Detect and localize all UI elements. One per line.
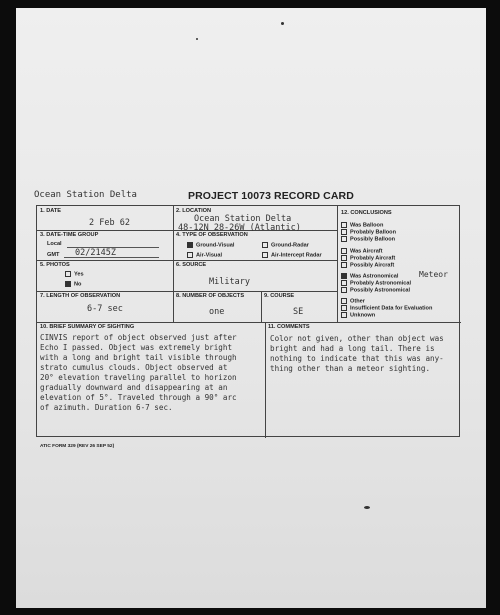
- checkbox-icon: [341, 312, 347, 318]
- checkbox-icon: [341, 298, 347, 304]
- checkbox-icon: [341, 280, 347, 286]
- gmt-value: 02/2145Z: [75, 248, 116, 258]
- grid-line: [173, 206, 174, 322]
- local-time-label: Local: [47, 241, 62, 247]
- location-label: 2. LOCATION: [176, 208, 212, 214]
- conclusion-option: Probably Astronomical: [341, 280, 411, 286]
- number-of-objects-value: one: [209, 307, 225, 317]
- photos-no-option: No: [65, 281, 81, 287]
- checked-box-icon: [341, 273, 347, 279]
- checkbox-icon: [341, 305, 347, 311]
- date-label: 1. DATE: [40, 208, 62, 214]
- type-of-observation-label: 4. TYPE OF OBSERVATION: [176, 232, 248, 238]
- record-card: [36, 205, 460, 437]
- conclusion-option: Probably Aircraft: [341, 255, 395, 261]
- checkbox-icon: [65, 271, 71, 277]
- summary-label: 10. BRIEF SUMMARY OF SIGHTING: [40, 324, 135, 330]
- length-of-observation-label: 7. LENGTH OF OBSERVATION: [40, 293, 121, 299]
- conclusion-option: Insufficient Data for Evaluation: [341, 305, 432, 311]
- gmt-label: GMT: [47, 252, 60, 258]
- checkbox-icon: [341, 229, 347, 235]
- source-label: 6. SOURCE: [176, 262, 207, 268]
- checkbox-icon: [262, 242, 268, 248]
- dust-speck: [281, 22, 284, 25]
- conclusion-option-checked: Was Astronomical: [341, 273, 398, 279]
- dust-speck: [196, 38, 198, 40]
- conclusion-option: Was Aircraft: [341, 248, 383, 254]
- conclusions-panel: [337, 206, 461, 322]
- dust-speck: [364, 506, 370, 509]
- air-intercept-radar-option: Air-Intercept Radar: [262, 252, 322, 258]
- source-value: Military: [209, 277, 250, 287]
- conclusion-option: Other: [341, 298, 365, 304]
- checked-box-icon: [65, 281, 71, 287]
- number-of-objects-label: 8. NUMBER OF OBJECTS: [176, 293, 245, 299]
- ground-visual-option: Ground-Visual: [187, 242, 234, 248]
- conclusion-option: Possibly Balloon: [341, 236, 395, 242]
- checkbox-icon: [341, 222, 347, 228]
- conclusion-option: Possibly Astronomical: [341, 287, 410, 293]
- photos-label: 5. PHOTOS: [40, 262, 70, 268]
- location-line1: Ocean Station Delta: [194, 214, 292, 224]
- conclusion-option: Was Balloon: [341, 222, 383, 228]
- course-label: 9. COURSE: [264, 293, 295, 299]
- photos-yes-option: Yes: [65, 271, 84, 277]
- date-value: 2 Feb 62: [89, 218, 130, 228]
- conclusion-option: Probably Balloon: [341, 229, 396, 235]
- checked-box-icon: [187, 242, 193, 248]
- grid-line: [265, 322, 266, 438]
- grid-line: [37, 322, 461, 323]
- grid-line: [37, 260, 173, 261]
- gmt-line: [64, 257, 159, 258]
- checkbox-icon: [341, 248, 347, 254]
- conclusion-option: Possibly Aircraft: [341, 262, 394, 268]
- checkbox-icon: [341, 255, 347, 261]
- course-value: SE: [293, 307, 304, 317]
- meteor-note: Meteor: [419, 270, 448, 279]
- air-visual-option: Air-Visual: [187, 252, 222, 258]
- location-note: Ocean Station Delta: [34, 190, 137, 200]
- checkbox-icon: [187, 252, 193, 258]
- ground-radar-option: Ground-Radar: [262, 242, 309, 248]
- checkbox-icon: [341, 262, 347, 268]
- grid-line: [37, 230, 173, 231]
- checkbox-icon: [262, 252, 268, 258]
- conclusions-label: 12. CONCLUSIONS: [341, 210, 392, 216]
- grid-line: [261, 291, 262, 322]
- comments-text: Color not given, other than object was bright and had a long tail. There is nothing to indicate that this was any- thing other than a meteor sighting.: [270, 334, 444, 373]
- checkbox-icon: [341, 236, 347, 242]
- length-of-observation-value: 6-7 sec: [87, 304, 123, 314]
- card-title: PROJECT 10073 RECORD CARD: [188, 190, 354, 202]
- grid-line: [37, 291, 337, 292]
- grid-line: [173, 260, 337, 261]
- checkbox-icon: [341, 287, 347, 293]
- summary-text: CINVIS report of object observed just after Echo I passed. Object was extremely bright with a long and bright tail visible through strato cumulus clouds. Object observed at 20° elevation traveling parallel to horizon gradually downward and disappearing at an elevation of 5°. Traveled through a 90° arc of azimuth. Duration 6-7 sec.: [40, 333, 237, 412]
- conclusion-option: Unknown: [341, 312, 375, 318]
- comments-label: 11. COMMENTS: [268, 324, 310, 330]
- datetime-group-label: 3. DATE-TIME GROUP: [40, 232, 99, 238]
- form-id: ATIC FORM 329 (REV 26 SEP 52): [40, 444, 115, 449]
- location-line2: 48-12N 28-26W (Atlantic): [178, 223, 301, 233]
